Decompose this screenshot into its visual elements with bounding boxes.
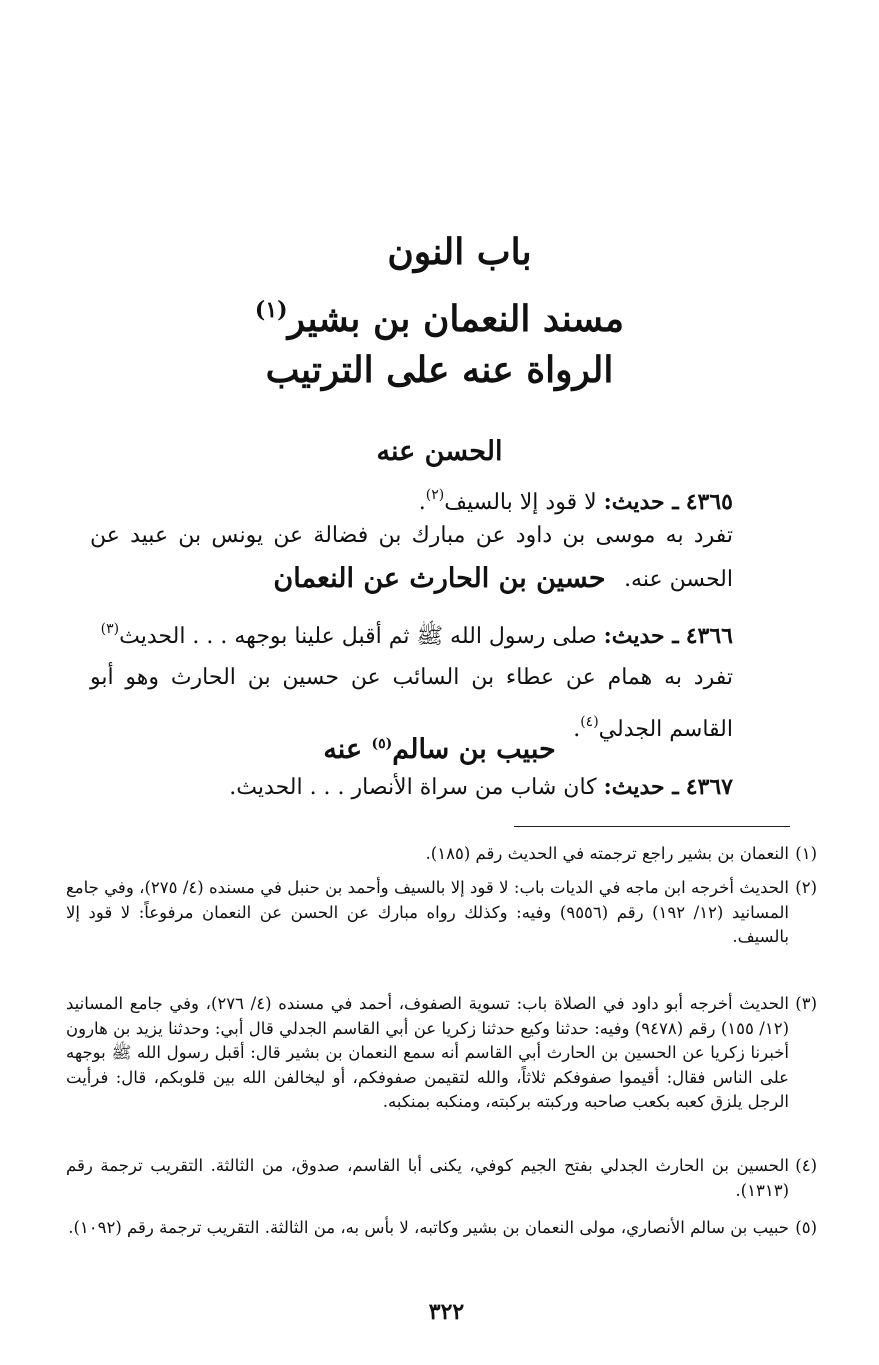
footnote-text: الحديث أخرجه ابن ماجه في الديات باب: لا قود إلا بالسيف وأحمد بن حنبل في مسنده (٤/ ٢٧٥)، وفي جامع المسانيد (١٢/ ١٩٢) رقم (٩٥٥٦) وفيه: وكذلك رواه مبارك عن الحسن عن النعمان مرفوعاً: لا قود إلا بالسيف. bbox=[66, 878, 789, 946]
footnote-4 bbox=[66, 1154, 817, 1203]
heading-text: حبيب بن سالم bbox=[392, 734, 556, 765]
hadith-4365-comment: تفرد به موسى بن داود عن مبارك بن فضالة عن يونس بن عبيد عن الحسن عنه. bbox=[90, 523, 733, 592]
narrators-title: الرواة عنه على الترتيب bbox=[265, 349, 614, 391]
section-heading-habib bbox=[60, 728, 819, 766]
footnote-1 bbox=[66, 842, 817, 867]
hadith-label: ـ حديث: bbox=[603, 774, 679, 800]
footnote-number: (٣) bbox=[795, 994, 817, 1013]
footnote-number: (٢) bbox=[795, 878, 817, 897]
footnote-ref-1: (١) bbox=[254, 297, 288, 323]
footnote-number: (١) bbox=[795, 844, 817, 863]
footnote-text: الحسين بن الحارث الجدلي بفتح الجيم كوفي، يكنى أبا القاسم، صدوق، من الثالثة. التقريب ترجمة رقم (١٣١٣). bbox=[66, 1156, 789, 1200]
hadith-end: . bbox=[418, 490, 426, 515]
hadith-4365 bbox=[419, 480, 733, 518]
footnote-ref-2: (٢) bbox=[425, 487, 445, 503]
hadith-number: ٤٣٦٦ bbox=[685, 623, 733, 649]
footnote-ref-3: (٣) bbox=[100, 621, 120, 637]
comment-text: تفرد به همام عن عطاء بن السائب عن حسين بن الحارث وهو أبو القاسم الجدلي bbox=[90, 665, 733, 742]
musnad-title-text: مسند النعمان بن بشير bbox=[287, 298, 625, 340]
musnad-title bbox=[0, 290, 879, 339]
hadith-4367 bbox=[229, 772, 733, 803]
hadith-label: ـ حديث: bbox=[603, 489, 679, 515]
hadith-text: لا قود إلا بالسيف bbox=[444, 490, 597, 515]
footnote-ref-4: (٤) bbox=[580, 714, 599, 730]
hadith-text: صلى رسول الله ﷺ ثم أقبل علينا بوجهه . . . الحديث bbox=[119, 624, 597, 649]
hadith-number: ٤٣٦٧ bbox=[685, 774, 733, 800]
footnote-2 bbox=[66, 876, 817, 950]
footnote-text: النعمان بن بشير راجع ترجمته في الحديث رقم (١٨٥). bbox=[425, 844, 789, 863]
footnote-text: حبيب بن سالم الأنصاري، مولى النعمان بن بشير وكاتبه، لا بأس به، من الثالثة. التقريب ترجمة رقم (١٠٩٢). bbox=[68, 1218, 789, 1237]
footnote-3 bbox=[66, 992, 817, 1115]
page-number: ٣٢٢ bbox=[428, 1299, 465, 1325]
comment-end: . bbox=[573, 717, 581, 742]
footnote-ref-5: (٥) bbox=[371, 736, 393, 752]
footnote-5 bbox=[66, 1216, 817, 1241]
footnote-number: (٤) bbox=[795, 1156, 817, 1175]
footnote-text: الحديث أخرجه أبو داود في الصلاة باب: تسوية الصفوف، أحمد في مسنده (٤/ ٢٧٦)، وفي جامع المسانيد (١٢/ ١٥٥) رقم (٩٤٧٨) وفيه: حدثنا وكيع حدثنا زكريا عن أبي القاسم الجدلي قال أبي: وحدثنا يزيد بن هارون أخبرنا زكريا عن الحسين بن الحارث أبي القاسم أنه سمع النعمان بن بشير قال: أقبل رسول الله ﷺ بوجهه على الناس فقال: أقيموا صفوفكم ثلاثاً، والله لتقيمن صفوفكم، أو ليخالفن الله بين قلوبكم، قال: فرأيت الرجل يلزق كعبه بكعب صاحبه وركبته بركبته، ومنكبه بمنكبه. bbox=[66, 994, 789, 1111]
chapter-title: باب النون bbox=[387, 231, 532, 273]
hadith-label: ـ حديث: bbox=[603, 623, 679, 649]
footnote-number: (٥) bbox=[795, 1218, 817, 1237]
hadith-4366 bbox=[101, 614, 733, 652]
heading-end: عنه bbox=[323, 734, 372, 765]
section-heading-hasan: الحسن عنه bbox=[376, 436, 503, 467]
hadith-number: ٤٣٦٥ bbox=[685, 489, 733, 515]
section-heading-husayn: حسين بن الحارث عن النعمان bbox=[273, 563, 606, 594]
hadith-text: كان شاب من سراة الأنصار . . . الحديث. bbox=[229, 775, 597, 800]
footnote-separator bbox=[514, 826, 790, 827]
